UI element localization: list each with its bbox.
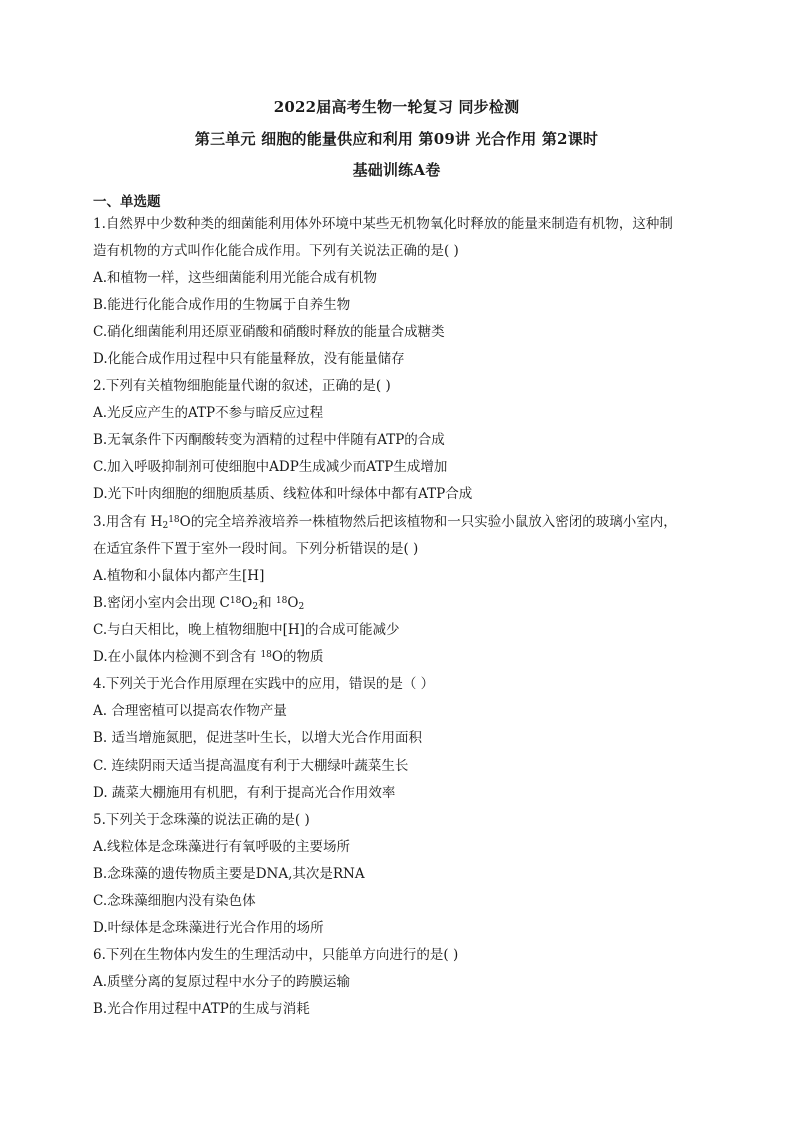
q3-option-c: C.与白天相比，晚上植物细胞中[H]的合成可能减少 bbox=[93, 622, 400, 638]
q5-option-a: A.线粒体是念珠藻进行有氧呼吸的主要场所 bbox=[93, 839, 351, 855]
q2-option-b: B.无氧条件下丙酮酸转变为酒精的过程中伴随有ATP的合成 bbox=[93, 432, 445, 448]
q4-option-c: C. 连续阴雨天适当提高温度有利于大棚绿叶蔬菜生长 bbox=[93, 758, 409, 774]
q5-option-d: D.叶绿体是念珠藻进行光合作用的场所 bbox=[93, 920, 324, 936]
q5-stem: 5.下列关于念珠藻的说法正确的是( ) bbox=[93, 812, 310, 828]
q2-option-a: A.光反应产生的ATP不参与暗反应过程 bbox=[93, 405, 324, 421]
q5-option-c: C.念珠藻细胞内没有染色体 bbox=[93, 893, 256, 909]
q4-option-b: B. 适当增施氮肥，促进茎叶生长，以增大光合作用面积 bbox=[93, 730, 423, 746]
q2-stem: 2.下列有关植物细胞能量代谢的叙述，正确的是( ) bbox=[93, 378, 391, 394]
doc-paper-label: 基础训练A卷 bbox=[352, 161, 441, 179]
q3-option-d: D.在小鼠体内检测不到含有 $^{18}$O的物质 bbox=[93, 649, 324, 665]
q2-option-c: C.加入呼吸抑制剂可使细胞中ADP生成减少而ATP生成增加 bbox=[93, 459, 448, 475]
q1-stem-line1: 1.自然界中少数种类的细菌能利用体外环境中某些无机物氧化时释放的能量来制造有机物，这种制 bbox=[93, 216, 673, 232]
doc-title: 2022届高考生物一轮复习 同步检测 bbox=[273, 98, 520, 116]
q3-stem-line2: 在适宜条件下置于室外一段时间。下列分析错误的是( ) bbox=[93, 541, 419, 557]
q6-stem: 6.下列在生物体内发生的生理活动中，只能单方向进行的是( ) bbox=[93, 947, 459, 963]
q6-option-b: B.光合作用过程中ATP的生成与消耗 bbox=[93, 1001, 310, 1017]
doc-subtitle: 第三单元 细胞的能量供应和利用 第09讲 光合作用 第2课时 bbox=[194, 130, 599, 148]
q1-option-b: B.能进行化能合成作用的生物属于自养生物 bbox=[93, 297, 351, 313]
section-heading: 一、单选题 bbox=[93, 194, 161, 210]
q3-option-b: B.密闭小室内会出现 $C^{18}O_2$和 $^{18}O_2$ bbox=[93, 595, 305, 612]
q3-stem-line1: 3.用含有 $H_2^{18}O$的完全培养液培养一株植物然后把该植物和一只实验小鼠放入密闭的玻璃小室内， bbox=[93, 514, 677, 531]
q1-option-c: C.硝化细菌能利用还原亚硝酸和硝酸时释放的能量合成糖类 bbox=[93, 324, 445, 340]
q4-option-d: D. 蔬菜大棚施用有机肥，有利于提高光合作用效率 bbox=[93, 785, 396, 801]
q1-option-a: A.和植物一样，这些细菌能利用光能合成有机物 bbox=[93, 270, 378, 286]
q3-option-a: A.植物和小鼠体内都产生[H] bbox=[93, 568, 265, 584]
q2-option-d: D.光下叶肉细胞的细胞质基质、线粒体和叶绿体中都有ATP合成 bbox=[93, 486, 473, 502]
q5-option-b: B.念珠藻的遗传物质主要是DNA,其次是RNA bbox=[93, 866, 365, 882]
q6-option-a: A.质壁分离的复原过程中水分子的跨膜运输 bbox=[93, 974, 351, 990]
q4-option-a: A. 合理密植可以提高农作物产量 bbox=[93, 703, 287, 719]
q1-stem-line2: 造有机物的方式叫作化能合成作用。下列有关说法正确的是( ) bbox=[93, 243, 459, 259]
q4-stem: 4.下列关于光合作用原理在实践中的应用，错误的是（ ） bbox=[93, 676, 435, 692]
q1-option-d: D.化能合成作用过程中只有能量释放，没有能量储存 bbox=[93, 351, 405, 367]
